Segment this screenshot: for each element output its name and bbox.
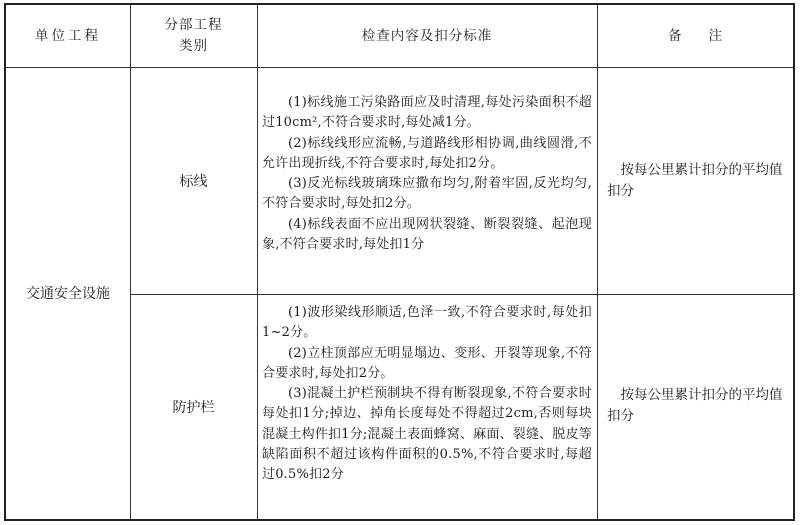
unit-project-name: 交通安全设施 bbox=[26, 286, 110, 302]
header-unit-project: 单位工程 bbox=[35, 27, 101, 44]
category-markings: 标线 bbox=[179, 173, 208, 190]
header-sub-project-line2: 类别 bbox=[179, 38, 208, 54]
category-guardrail: 防护栏 bbox=[172, 399, 215, 416]
criteria-item: (2)立柱顶部应无明显塌边、变形、开裂等现象,不符合要求时,每处扣2分。 bbox=[262, 345, 592, 381]
header-remarks: 备 注 bbox=[668, 27, 722, 44]
criteria-item: (2)标线线形应流畅,与道路线形相协调,曲线圆滑,不允许出现折线,不符合要求时,每处扣2分。 bbox=[262, 135, 592, 171]
criteria-guardrail bbox=[262, 303, 592, 486]
column-divider bbox=[257, 5, 258, 519]
remark-guardrail: 按每公里累计扣分的平均值扣分 bbox=[607, 387, 783, 424]
remark-markings: 按每公里累计扣分的平均值扣分 bbox=[607, 162, 783, 199]
standards-table bbox=[4, 3, 795, 521]
header-sub-project bbox=[130, 5, 257, 67]
column-divider bbox=[597, 5, 598, 519]
criteria-item: (3)反光标线玻璃珠应撒布均匀,附着牢固,反光均匀,不符合要求时,每处扣2分。 bbox=[262, 176, 592, 212]
criteria-item: (4)标线表面不应出现网状裂缝、断裂裂缝、起泡现象,不符合要求时,每处扣1分 bbox=[262, 216, 592, 253]
criteria-item: (3)混凝土护栏预制块不得有断裂现象,不符合要求时每处扣1分;掉边、掉角长度每处不得超过2cm,否则每块混凝土构件扣1分;混凝土表面蜂窝、麻面、裂缝、脱皮等缺陷面积不超过该构件面积的0.5%,不符合要求时,每超过0.5%扣2分 bbox=[262, 386, 592, 483]
criteria-item: (1)标线施工污染路面应及时清理,每处污染面积不超过10cm²,不符合要求时,每处减1分。 bbox=[262, 95, 592, 131]
criteria-markings bbox=[262, 93, 592, 255]
criteria-item: (1)波形梁线形顺适,色泽一致,不符合要求时,每处扣1~2分。 bbox=[262, 305, 592, 341]
header-criteria: 检查内容及扣分标准 bbox=[361, 27, 493, 44]
header-sub-project-line1: 分部工程 bbox=[164, 17, 223, 33]
